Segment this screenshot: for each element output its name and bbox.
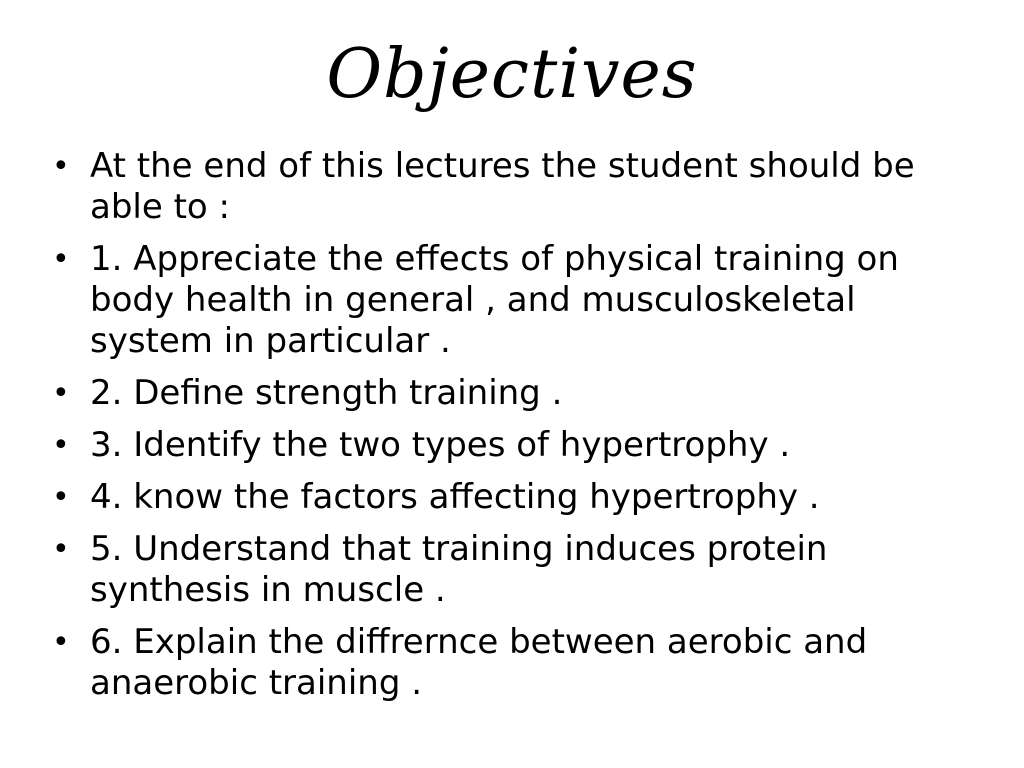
objectives-list [50, 146, 980, 715]
bullet-icon: • [52, 625, 70, 660]
bullet-icon: • [52, 149, 70, 184]
list-item-text: 6. Explain the diffrernce between aerobic and anaerobic training . [90, 622, 868, 703]
list-item-text: 1. Appreciate the effects of physical training on body health in general , and musculoskeletal system in particular . [90, 239, 899, 361]
list-item [50, 425, 980, 466]
list-item-text: At the end of this lectures the student should be able to : [90, 146, 915, 227]
list-item [50, 529, 980, 611]
bullet-icon: • [52, 428, 70, 463]
list-item [50, 373, 980, 414]
list-item [50, 146, 980, 228]
list-item-text: 5. Understand that training induces protein synthesis in muscle . [90, 529, 828, 610]
list-item-text: 2. Define strength training . [90, 373, 563, 413]
bullet-icon: • [52, 480, 70, 515]
list-item-text: 4. know the factors affecting hypertrophy . [90, 477, 820, 517]
list-item [50, 477, 980, 518]
slide-title: Objectives [326, 35, 698, 114]
list-item-text: 3. Identify the two types of hypertrophy . [90, 425, 791, 465]
bullet-icon: • [52, 532, 70, 567]
list-item [50, 239, 980, 362]
bullet-icon: • [52, 376, 70, 411]
bullet-icon: • [52, 242, 70, 277]
list-item [50, 622, 980, 704]
